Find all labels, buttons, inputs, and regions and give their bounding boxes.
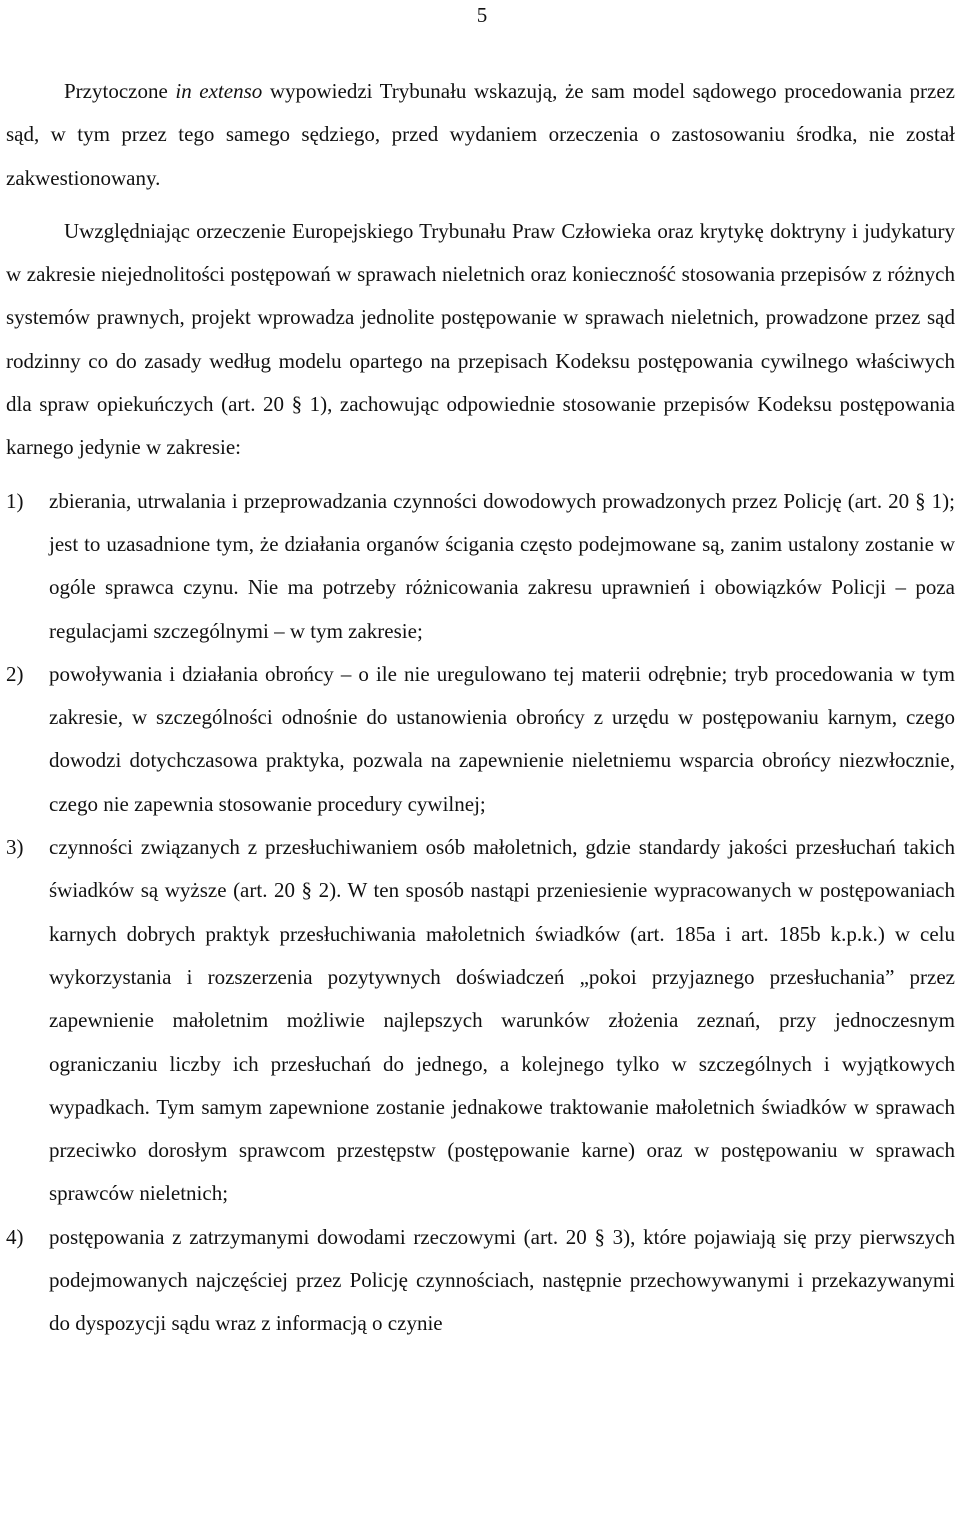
page-number: 5 (476, 3, 488, 27)
list-item-text: powoływania i działania obrońcy – o ile nie uregulowano tej materii odrębnie; tryb procedowania w tym zakresie, w szczególności odnośnie do ustanowienia obrońcy z urzędu w postępowaniu karnym, czego dowodzi dotychczasowa praktyka, pozwala na zapewnienie nieletniemu wsparcia obrońcy niezwłocznie, czego nie zapewnia stosowanie procedury cywilnej; (49, 661, 955, 816)
list-item-number: 3) (6, 835, 24, 860)
paragraph-1 (6, 70, 955, 200)
paragraph-gap (6, 200, 955, 210)
list-item-number: 4) (6, 1224, 24, 1249)
paragraph-1-text-b: wypowiedzi Trybunału wskazują, że sam model sądowego procedowania przez sąd, w tym przez tego samego sędziego, przed wydaniem orzeczenia o zastosowaniu środka, nie został zakwestionowany. (6, 79, 955, 190)
paragraph-2: Uwzględniając orzeczenie Europejskiego Trybunału Praw Człowieka oraz krytykę doktryny i judykatury w zakresie niejednolitości postępowań w sprawach nieletnich oraz konieczność stosowania przepisów z różnych systemów prawnych, projekt wprowadza jednolite postępowanie w sprawach nieletnich, prowadzone przez sąd rodzinny co do zasady według modelu opartego na przepisach Kodeksu postępowania cywilnego właściwych dla spraw opiekuńczych (art. 20 § 1), zachowując odpowiednie stosowanie przepisów Kodeksu postępowania karnego jedynie w zakresie: (6, 218, 955, 460)
list-item-text: zbierania, utrwalania i przeprowadzania czynności dowodowych prowadzonych przez Policję (art. 20 § 1); jest to uzasadnione tym, że działania organów ścigania często podejmowane są, zanim ustalony zostanie w ogóle sprawca czynu. Nie ma potrzeby różnicowania zakresu uprawnień i obowiązków Policji – poza regulacjami szczególnymi – w tym zakresie; (49, 488, 955, 643)
document-body (6, 70, 955, 1346)
enumerated-list (6, 480, 955, 1346)
paragraph-1-text-a: Przytoczone (64, 79, 176, 103)
paragraph-1-italic: in extenso (175, 79, 263, 103)
list-item-number: 1) (6, 488, 24, 513)
list-item-1 (6, 480, 955, 653)
list-item-text: postępowania z zatrzymanymi dowodami rzeczowymi (art. 20 § 3), które pojawiają się przy pierwszych podejmowanych najczęściej przez Policję czynnościach, następnie przechowywanymi i przekazywanymi do dyspozycji sądu wraz z informacją o czynie (49, 1224, 955, 1336)
list-item-text: czynności związanych z przesłuchiwaniem osób małoletnich, gdzie standardy jakości przesłuchań takich świadków są wyższe (art. 20 § 2). W ten sposób nastąpi przeniesienie wypracowanych w postępowaniach karnych dobrych praktyk przesłuchiwania małoletnich świadków (art. 185a i art. 185b k.p.k.) w celu wykorzystania i rozszerzenia pozytywnych doświadczeń „pokoi przyjaznego przesłuchania” przez zapewnienie małoletnim możliwie najlepszych warunków złożenia zeznań, przy jednoczesnym ograniczaniu liczby ich przesłuchań do jednego, a kolejnego tylko w szczególnych i wyjątkowych wypadkach. Tym samym zapewnione zostanie jednakowe traktowanie małoletnich świadków w sprawach przeciwko dorosłym sprawcom przestępstw (postępowanie karne) oraz w postępowaniu w sprawach sprawców nieletnich; (49, 835, 955, 1206)
list-item-4 (6, 1216, 955, 1346)
list-item-number: 2) (6, 661, 24, 686)
list-item-3 (6, 826, 955, 1216)
list-item-2 (6, 653, 955, 826)
paragraph-gap (6, 470, 955, 480)
